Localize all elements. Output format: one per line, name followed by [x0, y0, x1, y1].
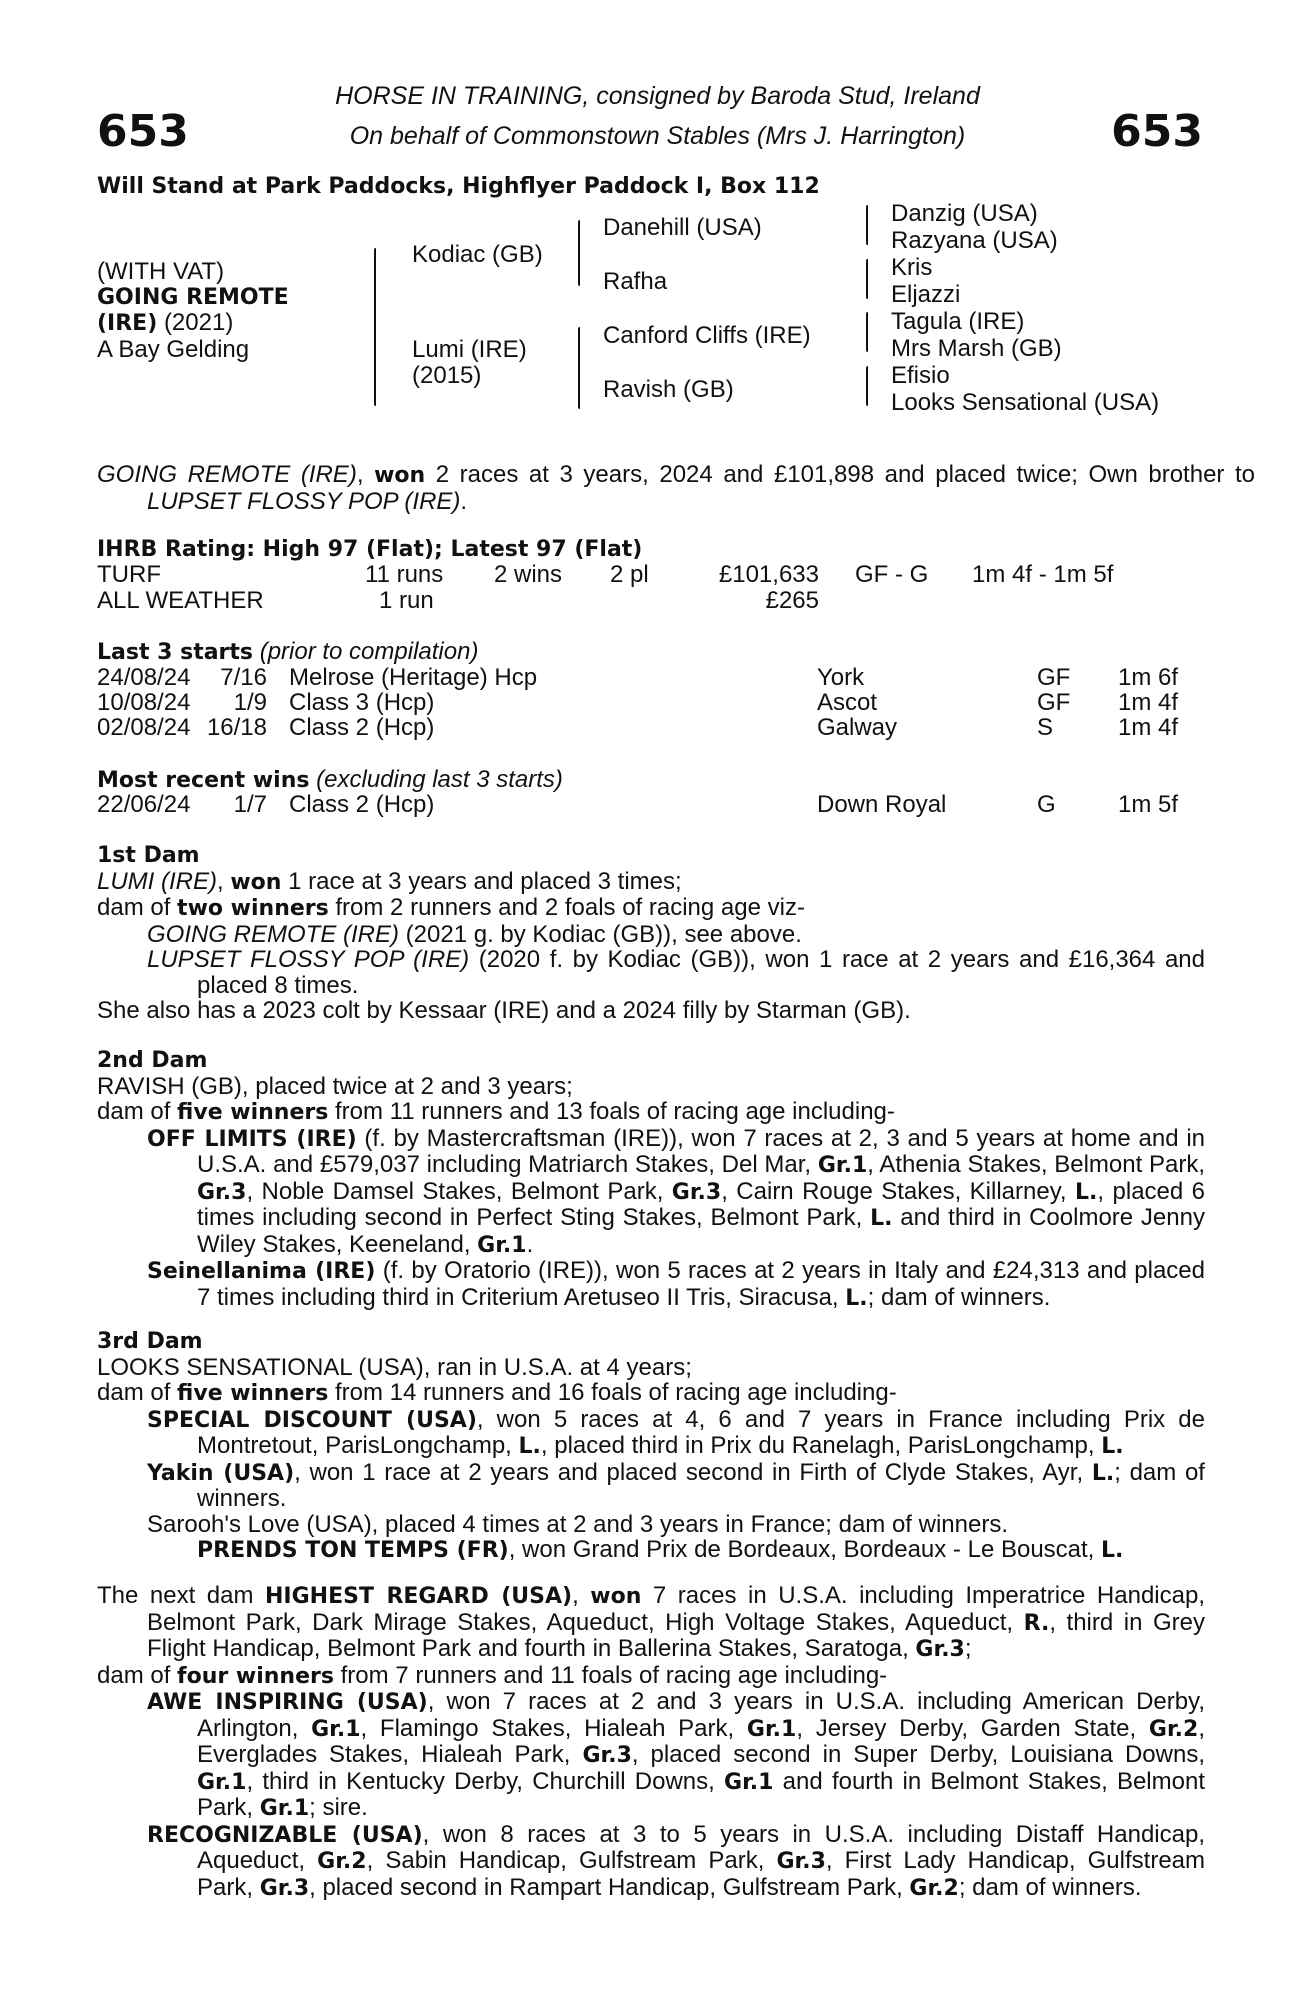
next-dam-t2: , third in Grey Flight Handicap, Belmont Park and fourth in Ballerina Stakes, Saratoga, [147, 1608, 1206, 1662]
off-limits: OFF LIMITS (IRE) [147, 1126, 357, 1152]
first-dam-foal-1-info: (2021 g. by Kodiac (GB)), see above. [399, 920, 802, 948]
third-dam-name: LOOKS SENSATIONAL (USA), ran in U.S.A. at 4 years; [97, 1353, 692, 1381]
pedigree-brace-2a [578, 220, 580, 286]
summary-end: . [460, 487, 468, 515]
rec-t3: , First Lady Handicap, Gulfstream Park, [197, 1847, 1205, 1901]
grade: L. [1091, 1460, 1115, 1486]
pedigree-dds: Efisio [891, 362, 950, 389]
pedigree-sire: Kodiac (GB) [412, 241, 543, 268]
grade: Gr.3 [197, 1179, 247, 1205]
awe-inspiring: AWE INSPIRING (USA) [147, 1690, 428, 1715]
grade: Gr.3 [582, 1743, 632, 1768]
start-going: GF [1037, 689, 1071, 716]
summary-brother: LUPSET FLOSSY POP (IRE) [147, 487, 461, 515]
start-race: Class 3 (Hcp) [289, 689, 435, 716]
grade: L. [1075, 1179, 1098, 1205]
off-limits-t4: , Cairn Rouge Stakes, Killarney, [721, 1177, 1076, 1205]
third-dam-section [97, 1329, 1205, 1564]
next-dam-of: dam of [97, 1661, 178, 1689]
second-dam-heading: 2nd Dam [97, 1048, 208, 1073]
prends-ton-temps-t1: , won Grand Prix de Bordeaux, Bordeaux - Le Bouscat, [508, 1536, 1102, 1563]
off-limits-t3: , Noble Damsel Stakes, Belmont Park, [246, 1177, 672, 1205]
awe-t4: , Everglades Stakes, Hialeah Park, [197, 1714, 1206, 1768]
grade: Gr.3 [776, 1849, 826, 1874]
off-limits-t5: , placed 6 times including second in Perfect Sting Stakes, Belmont Park, [197, 1177, 1205, 1231]
rec-t4: , placed second in Rampart Handicap, Gulfstream Park, [309, 1873, 910, 1901]
start-pos: 1/9 [233, 689, 267, 716]
next-dam-intro: The next dam [97, 1582, 265, 1609]
horse-identity [97, 259, 289, 362]
first-dam-also: She also has a 2023 colt by Kessaar (IRE) and a 2024 filly by Starman (GB). [97, 997, 911, 1024]
rating-runs: 1 run [379, 587, 434, 614]
last-starts-title: Last 3 starts [97, 640, 254, 665]
rating-distance: 1m 4f - 1m 5f [972, 561, 1114, 588]
pedigree-dam-dam: Ravish (GB) [603, 376, 734, 403]
grade: Gr.3 [259, 1875, 310, 1901]
rating-going: GF - G [855, 561, 929, 588]
first-dam-heading: 1st Dam [97, 843, 200, 868]
first-dam-of: dam of [97, 894, 178, 921]
grade: Gr.1 [259, 1796, 310, 1821]
summary-text: 2 races at 3 years, 2024 and £101,898 and placed twice; Own brother to [425, 461, 1255, 488]
pedigree-brace-3c [866, 312, 868, 352]
seinellanima-t1: (f. by Oratorio (IRE)), won 5 races at 2 years in Italy and £24,313 and placed 7 times including third in Criterium Aretuseo II Tris, Siracusa, [197, 1257, 1205, 1311]
grade: L. [1101, 1538, 1124, 1563]
awe-t2: , Flamingo Stakes, Hialeah Park, [360, 1714, 747, 1742]
awe-t8: ; sire. [309, 1794, 368, 1821]
horse-country: (IRE) [97, 311, 158, 336]
prends-ton-temps: PRENDS TON TEMPS (FR) [197, 1538, 509, 1563]
second-dam-section [97, 1048, 1205, 1311]
last-starts-heading [97, 639, 478, 666]
third-dam-winners: five winners [177, 1381, 329, 1406]
summary-horse: GOING REMOTE (IRE) [97, 461, 357, 488]
pedigree-brace-2b [578, 327, 580, 409]
pedigree-ssd: Razyana (USA) [891, 227, 1058, 254]
win-pos: 1/7 [233, 791, 267, 818]
start-race: Melrose (Heritage) Hcp [289, 664, 538, 691]
highest-regard: HIGHEST REGARD (USA) [265, 1584, 573, 1609]
next-dam-section [97, 1583, 1205, 1901]
pedigree-brace-3b [866, 259, 868, 299]
special-discount-t2: , placed third in Prix du Ranelagh, ParisLongchamp, [540, 1432, 1102, 1459]
start-dist: 1m 4f [1118, 714, 1179, 741]
pedigree-dsd: Mrs Marsh (GB) [891, 335, 1062, 362]
start-date: 02/08/24 [97, 714, 191, 741]
grade: L. [518, 1434, 541, 1459]
rating-prize: £101,633 [718, 561, 819, 588]
start-date: 10/08/24 [97, 689, 191, 716]
summary-won: won [374, 463, 426, 488]
pedigree-brace-1 [374, 248, 376, 406]
recent-wins-title: Most recent wins [97, 768, 310, 793]
grade: Gr.3 [671, 1179, 722, 1205]
grade: Gr.3 [915, 1637, 965, 1662]
grade: Gr.1 [311, 1716, 361, 1742]
third-dam-of: dam of [97, 1379, 178, 1406]
first-dam-foal-1: GOING REMOTE (IRE) [147, 920, 399, 948]
awe-t1: , won 7 races at 2 and 3 years in U.S.A. including American Derby, Arlington, [197, 1688, 1206, 1742]
grade: L. [845, 1285, 868, 1311]
rec-t2: , Sabin Handicap, Gulfstream Park, [366, 1847, 777, 1874]
off-limits-t1: (f. by Mastercraftsman (IRE)), won 7 races at 2, 3 and 5 years at home and in U.S.A. and £579,037 including Matriarch Stakes, Del Mar, [197, 1124, 1205, 1178]
special-discount-t1: , won 5 races at 4, 6 and 7 years in France including Prix de Montretout, ParisLongchamp, [197, 1405, 1205, 1459]
seinellanima: Seinellanima (IRE) [147, 1259, 376, 1284]
rating-surface: ALL WEATHER [97, 587, 264, 614]
start-dist: 1m 4f [1118, 689, 1179, 716]
pedigree-dam-year: (2015) [412, 362, 482, 389]
pedigree-dam-sire: Canford Cliffs (IRE) [603, 322, 811, 349]
start-going: GF [1037, 664, 1071, 691]
grade: L. [870, 1206, 893, 1231]
awe-t3: , Jersey Derby, Garden State, [796, 1714, 1149, 1742]
second-dam-name: RAVISH (GB), placed twice at 2 and 3 years; [97, 1072, 573, 1100]
first-dam-name: LUMI (IRE) [97, 867, 217, 895]
yakin-t1: , won 1 race at 2 years and placed second in Firth of Clyde Stakes, Ayr, [294, 1458, 1092, 1486]
first-dam-runners: from 2 runners and 2 foals of racing age viz- [328, 894, 805, 921]
grade: Gr.1 [746, 1716, 797, 1742]
lot-number-right: 653 [1111, 106, 1203, 157]
pedigree-sire-sire: Danehill (USA) [603, 214, 762, 241]
comma: , [572, 1582, 591, 1609]
start-dist: 1m 6f [1118, 664, 1179, 691]
seinellanima-t2: ; dam of winners. [867, 1283, 1051, 1311]
horse-year: (2021) [163, 309, 234, 336]
on-behalf-line: On behalf of Commonstown Stables (Mrs J. Harrington) [349, 122, 966, 150]
start-course: Ascot [817, 689, 878, 716]
grade: Gr.1 [817, 1153, 868, 1178]
start-pos: 7/16 [220, 664, 267, 691]
grade: Gr.2 [317, 1849, 367, 1874]
rec-t1: , won 8 races at 3 to 5 years in U.S.A. including Distaff Handicap, Aqueduct, [197, 1820, 1205, 1874]
lot-number-left: 653 [97, 106, 189, 157]
start-race: Class 2 (Hcp) [289, 714, 435, 741]
first-dam-foal-2-info: (2020 f. by Kodiac (GB)), won 1 race at 2 years and £16,364 and placed 8 times. [197, 946, 1205, 999]
next-dam-t1: 7 races in U.S.A. including Imperatrice Handicap, Belmont Park, Dark Mirage Stakes, Aqueduct, High Voltage Stakes, Aqueduct, [147, 1582, 1205, 1636]
third-dam-heading: 3rd Dam [97, 1329, 203, 1354]
special-discount: SPECIAL DISCOUNT (USA) [147, 1407, 477, 1433]
grade: Gr.1 [477, 1232, 527, 1258]
pedigree-sds: Kris [891, 254, 933, 281]
awe-t6: , third in Kentucky Derby, Churchill Downs, [246, 1767, 725, 1795]
horse-name: GOING REMOTE [97, 284, 289, 310]
pedigree-brace-3a [866, 205, 868, 245]
second-dam-runners: from 11 runners and 13 foals of racing age including- [328, 1098, 895, 1125]
next-dam-won: won [590, 1584, 642, 1609]
rec-t5: ; dam of winners. [958, 1873, 1142, 1901]
off-limits-t2: , Athenia Stakes, Belmont Park, [867, 1151, 1206, 1178]
start-course: Galway [817, 714, 898, 741]
pedigree-sdd: Eljazzi [891, 281, 961, 308]
consignor-line: HORSE IN TRAINING, consigned by Baroda Stud, Ireland [335, 82, 980, 110]
start-course: York [817, 664, 865, 691]
win-course: Down Royal [817, 791, 947, 818]
awe-t5: , placed second in Super Derby, Louisiana Downs, [631, 1741, 1205, 1768]
off-limits-t7: . [526, 1230, 534, 1258]
second-dam-of: dam of [97, 1098, 178, 1125]
first-dam-record: 1 race at 3 years and placed 3 times; [281, 867, 682, 895]
grade: Gr.1 [724, 1769, 774, 1795]
rating-wins: 2 wins [494, 561, 563, 588]
pedigree-dam: Lumi (IRE) [412, 336, 527, 363]
awe-t7: and fourth in Belmont Stakes, Belmont Park, [197, 1767, 1205, 1821]
recent-wins-heading [97, 767, 563, 794]
second-dam-winners: five winners [177, 1100, 329, 1125]
win-date: 22/06/24 [97, 791, 191, 818]
pedigree-sss: Danzig (USA) [891, 200, 1038, 227]
recognizable: RECOGNIZABLE (USA) [147, 1822, 423, 1848]
pedigree-ddd: Looks Sensational (USA) [891, 389, 1160, 416]
win-race: Class 2 (Hcp) [289, 791, 435, 818]
start-pos: 16/18 [206, 714, 267, 741]
start-going: S [1037, 714, 1054, 741]
grade: R. [1023, 1610, 1050, 1636]
start-date: 24/08/24 [97, 664, 191, 691]
next-dam-t3: ; [964, 1635, 972, 1662]
first-dam-won: won [230, 869, 282, 895]
vat-note: (WITH VAT) [97, 258, 225, 285]
location-line: Will Stand at Park Paddocks, Highflyer Paddock I, Box 112 [97, 174, 820, 199]
pedigree-dss: Tagula (IRE) [891, 308, 1025, 335]
off-limits-t6: and third in Coolmore Jenny Wiley Stakes, Keeneland, [197, 1204, 1205, 1258]
rating-runs: 11 runs [365, 561, 444, 588]
yakin: Yakin (USA) [147, 1460, 295, 1486]
first-dam-section: 1st Dam LUMI (IRE), won 1 race at 3 years and placed 3 times; dam of two winners from 2 runners and 2 foals of racing age viz- GOING REMOTE (IRE) (2021 g. by Kodiac (GB)), see above. LUPSET FLOSSY POP (IRE) (2020 f. by Kodiac (GB)), won 1 race at 2 years and £16,364 and placed 8 times. She also has a 2023 colt by Kessaar (IRE) and a 2024 filly by Starman (GB). [97, 843, 1205, 1024]
grade: Gr.2 [1148, 1716, 1199, 1742]
yakin-t2: ; dam of winners. [197, 1458, 1205, 1512]
pedigree-brace-3d [866, 366, 868, 406]
next-dam-winners: four winners [177, 1663, 334, 1689]
race-summary: GOING REMOTE (IRE), won 2 races at 3 years, 2024 and £101,898 and placed twice; Own brother to LUPSET FLOSSY POP (IRE). [97, 461, 1255, 515]
grade: Gr.1 [197, 1769, 247, 1795]
ratings-heading: IHRB Rating: High 97 (Flat); Latest 97 (Flat) [97, 537, 643, 562]
rating-surface: TURF [97, 561, 161, 588]
win-dist: 1m 5f [1118, 791, 1179, 818]
horse-description: A Bay Gelding [97, 335, 250, 363]
grade: Gr.2 [909, 1875, 959, 1901]
pedigree-sire-dam: Rafha [603, 268, 668, 295]
third-dam-runners: from 14 runners and 16 foals of racing age including- [328, 1379, 897, 1406]
saroohs-love: Sarooh's Love (USA), placed 4 times at 2 and 3 years in France; dam of winners. [147, 1510, 1008, 1538]
recent-wins-note: (excluding last 3 starts) [316, 766, 563, 793]
rating-prize: £265 [765, 587, 819, 614]
next-dam-runners: from 7 runners and 11 foals of racing age including- [333, 1661, 888, 1689]
rating-placed: 2 pl [610, 561, 649, 588]
grade: L. [1101, 1434, 1124, 1459]
first-dam-winners: two winners [177, 896, 329, 921]
first-dam-foal-2: LUPSET FLOSSY POP (IRE) [147, 946, 470, 973]
last-starts-note: (prior to compilation) [259, 638, 479, 665]
win-going: G [1037, 791, 1056, 818]
